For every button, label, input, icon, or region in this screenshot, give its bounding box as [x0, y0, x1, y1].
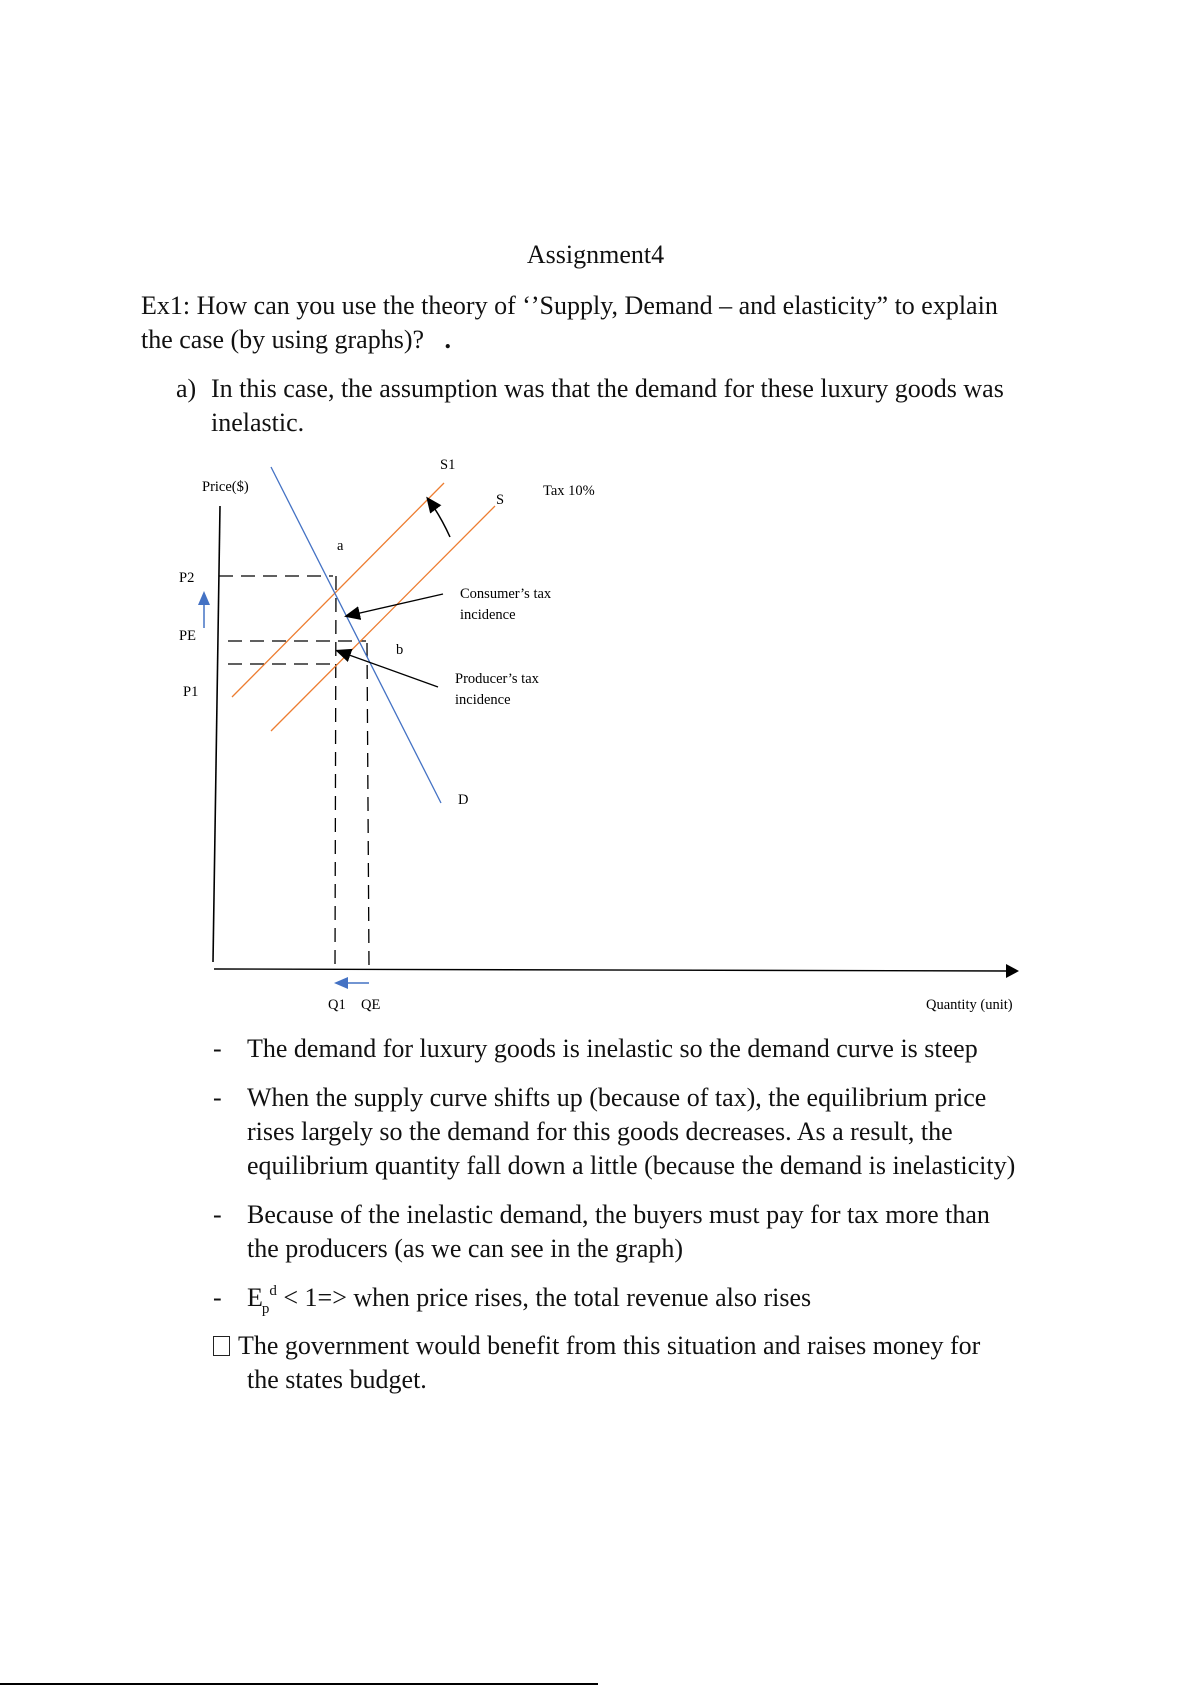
- conclusion-line-2: the states budget.: [247, 1365, 427, 1394]
- producer-incidence-arrow-icon: [338, 651, 438, 687]
- curve-label-s: S: [496, 492, 505, 508]
- producer-incidence-label-1: Producer’s tax: [455, 671, 539, 687]
- curve-label-d: D: [458, 792, 469, 808]
- bullet-dash-3: -: [213, 1200, 222, 1229]
- bullet-2-line-1: When the supply curve shifts up (because of tax), the equilibrium price: [247, 1083, 987, 1112]
- quantity-label-qe: QE: [361, 997, 381, 1013]
- page-title: Assignment4: [526, 240, 665, 269]
- price-label-pe: PE: [179, 628, 196, 644]
- question-trailing-mark: .: [444, 325, 452, 354]
- bullet-3-line-2: the producers (as we can see in the graph): [247, 1234, 684, 1263]
- y-axis: [213, 506, 220, 962]
- bullet-3-line-1: Because of the inelastic demand, the buyers must pay for tax more than: [247, 1200, 990, 1229]
- consumer-incidence-label-1: Consumer’s tax: [460, 586, 552, 602]
- price-label-p1: P1: [183, 684, 199, 700]
- point-label-b: b: [396, 642, 404, 658]
- q1-guide: [335, 576, 336, 967]
- x-axis: [214, 969, 1008, 971]
- question-line-1: Ex1: How can you use the theory of ‘’Supply, Demand – and elasticity” to explain: [141, 291, 998, 320]
- point-label-a: a: [337, 538, 344, 554]
- item-a-marker: a): [176, 374, 197, 403]
- price-label-p2: P2: [179, 570, 195, 586]
- bullet-2-line-3: equilibrium quantity fall down a little (because the demand is inelasticity): [247, 1151, 1016, 1180]
- elasticity-superscript: d: [269, 1283, 277, 1299]
- consumer-incidence-label-2: incidence: [460, 607, 516, 623]
- item-a-line-2: inelastic.: [211, 408, 305, 437]
- bullet-1-line-1: The demand for luxury goods is inelastic so the demand curve is steep: [247, 1034, 978, 1063]
- x-axis-arrowhead-icon: [1006, 964, 1019, 978]
- quantity-label-q1: Q1: [328, 997, 346, 1013]
- question-line-2-text: the case (by using graphs)?: [141, 325, 425, 354]
- supply-shift-arrow-icon: [428, 499, 450, 537]
- producer-incidence-label-2: incidence: [455, 692, 511, 708]
- qe-guide: [367, 643, 369, 967]
- y-axis-label: Price($): [202, 479, 249, 495]
- item-a-line-1: In this case, the assumption was that the demand for these luxury goods was: [211, 374, 1004, 403]
- bullet-dash-2: -: [213, 1083, 222, 1112]
- curve-label-s1: S1: [440, 457, 456, 473]
- elasticity-subscript: p: [261, 1301, 270, 1317]
- bullet-2-line-2: rises largely so the demand for this goods decreases. As a result, the: [247, 1117, 953, 1146]
- checkbox-glyph-icon: [213, 1336, 230, 1356]
- elasticity-symbol: E: [247, 1283, 263, 1312]
- tax-label: Tax 10%: [543, 483, 595, 499]
- bullet-4-elasticity: [247, 1281, 811, 1319]
- x-axis-label: Quantity (unit): [926, 997, 1013, 1013]
- consumer-incidence-arrow-icon: [347, 594, 443, 616]
- elasticity-statement: < 1=> when price rises, the total revenue also rises: [276, 1283, 812, 1312]
- bullet-dash-1: -: [213, 1034, 222, 1063]
- bullet-dash-4: -: [213, 1283, 222, 1312]
- conclusion-line-1: [213, 1329, 980, 1363]
- conclusion-text-1: The government would benefit from this situation and raises money for: [238, 1331, 981, 1360]
- demand-curve: [271, 467, 441, 803]
